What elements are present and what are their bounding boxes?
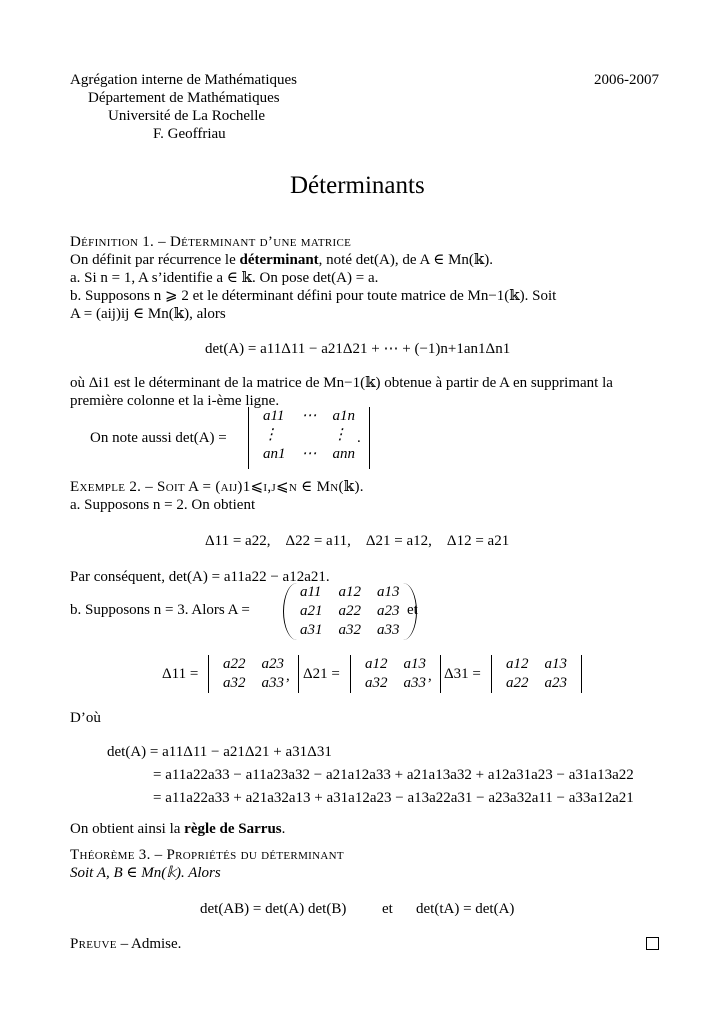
matrix-cell: a22 — [338, 603, 361, 619]
matrix-3x3 — [283, 583, 417, 640]
header-line-3: Université de La Rochelle — [108, 108, 266, 124]
expansion-line-1: det(A) = a11Δ11 − a21Δ21 + a31Δ31 — [107, 744, 332, 760]
matrix-cell: a33 — [403, 675, 426, 691]
matrix-cell: a23 — [261, 656, 284, 672]
delta11-label: Δ11 = — [162, 666, 199, 682]
theorem-formula-1: det(AB) = det(A) det(B) — [200, 901, 347, 917]
example-heading: Exemple 2. – Soit A = (aij)1⩽i,j⩽n ∈ Mn(𝕜). — [70, 479, 364, 495]
matrix-cell: a33 — [261, 675, 284, 691]
matrix-cell: a32 — [223, 675, 246, 691]
delta31-table — [498, 655, 575, 693]
matrix-cell: a21 — [300, 603, 323, 619]
matrix-cell — [294, 426, 325, 445]
delta21-label: Δ21 = — [303, 666, 340, 682]
sarrus-b: . — [281, 821, 286, 837]
sarrus-line — [70, 820, 285, 839]
example-item-a: a. Supposons n = 2. On obtient — [70, 497, 256, 513]
definition-item-a: a. Si n = 1, A s’identifie a ∈ 𝕜. On pose det(A) = a. — [70, 270, 379, 286]
matrix-cell: a12 — [506, 656, 529, 672]
matrix-cell: a11 — [300, 584, 322, 600]
header-line-2: Département de Mathématiques — [88, 90, 280, 106]
delta31-label: Δ31 = — [444, 666, 481, 682]
matrix-cell: a22 — [223, 656, 246, 672]
definition-formula: det(A) = a11Δ11 − a21Δ21 + ⋯ + (−1)n+1an1Δn1 — [205, 341, 511, 357]
matrix-cell: a1n — [332, 408, 355, 424]
header-line-1: Agrégation interne de Mathématiques — [70, 72, 298, 88]
matrix-cell: a22 — [506, 675, 529, 691]
delta31-determinant — [491, 655, 582, 693]
matrix-cell: an1 — [263, 446, 286, 462]
matrix-cell: a13 — [544, 656, 567, 672]
sarrus-bold: règle de Sarrus — [184, 821, 282, 837]
theorem-et: et — [382, 901, 393, 917]
example-item-b: b. Supposons n = 3. Alors A = — [70, 602, 250, 618]
proof-label: Preuve — [70, 936, 117, 952]
matrix-cell: a13 — [403, 656, 426, 672]
sarrus-a: On obtient ainsi la — [70, 821, 185, 837]
proof-text: – Admise. — [120, 936, 182, 952]
proof-line — [70, 935, 181, 954]
definition-intro-b: , noté det(A), de A ∈ Mn(𝕜). — [318, 252, 494, 268]
qed-box — [646, 937, 659, 956]
example-deltas: Δ11 = a22, Δ22 = a11, Δ21 = a12, Δ12 = a21 — [205, 533, 510, 549]
example-et: et — [407, 602, 418, 618]
definition-note: On note aussi det(A) = — [90, 430, 227, 446]
matrix-cell: a23 — [377, 603, 400, 619]
matrix-cell: ⋮ — [263, 427, 278, 443]
matrix-cell: a12 — [338, 584, 361, 600]
theorem-formula-2: det(tA) = det(A) — [416, 901, 515, 917]
definition-item-b2: A = (aij)ij ∈ Mn(𝕜), alors — [70, 306, 226, 322]
comma: , — [286, 668, 290, 684]
matrix-cell: a13 — [377, 584, 400, 600]
matrix-cell: ⋯ — [301, 446, 317, 462]
general-determinant — [248, 407, 370, 469]
header-year: 2006-2007 — [594, 72, 659, 88]
matrix-cell: a12 — [365, 656, 388, 672]
expansion-line-3: = a11a22a33 + a21a32a13 + a31a12a23 − a13a22a31 − a23a32a11 − a33a12a21 — [153, 790, 634, 806]
example-consequence: Par conséquent, det(A) = a11a22 − a12a21. — [70, 569, 330, 585]
example-dou: D’où — [70, 710, 101, 726]
general-determinant-table — [255, 407, 363, 464]
definition-intro — [70, 251, 493, 270]
expansion-line-2: = a11a22a33 − a11a23a32 − a21a12a33 + a21a13a32 + a12a31a23 − a31a13a22 — [153, 767, 634, 783]
matrix-3x3-table — [292, 583, 408, 640]
theorem-statement: Soit A, B ∈ Mn(𝕜). Alors — [70, 865, 221, 881]
matrix-cell: a32 — [365, 675, 388, 691]
matrix-cell: a31 — [300, 622, 323, 638]
definition-where-1: où Δi1 est le déterminant de la matrice de Mn−1(𝕜) obtenue à partir de A en supprimant la — [70, 375, 613, 391]
definition-intro-bold: déterminant — [239, 252, 319, 268]
matrix-cell: a11 — [263, 408, 285, 424]
delta11-table — [215, 655, 292, 693]
matrix-cell: ⋯ — [301, 408, 317, 424]
page-title: Déterminants — [290, 172, 425, 199]
matrix-cell: a23 — [544, 675, 567, 691]
header-line-4: F. Geoffriau — [153, 126, 226, 142]
matrix-cell: a33 — [377, 622, 400, 638]
delta21-table — [357, 655, 434, 693]
period: . — [357, 430, 361, 446]
definition-item-b1: b. Supposons n ⩾ 2 et le déterminant défini pour toute matrice de Mn−1(𝕜). Soit — [70, 288, 557, 304]
definition-heading: Définition 1. – Déterminant d’une matrice — [70, 234, 352, 250]
qed-square-icon — [646, 937, 659, 950]
matrix-cell: ann — [332, 446, 355, 462]
definition-where-2: première colonne et la i-ème ligne. — [70, 393, 280, 409]
matrix-cell: ⋮ — [332, 427, 348, 443]
comma: , — [428, 668, 432, 684]
definition-intro-a: On définit par récurrence le — [70, 252, 240, 268]
matrix-cell: a32 — [338, 622, 361, 638]
theorem-heading: Théorème 3. – Propriétés du déterminant — [70, 847, 344, 863]
